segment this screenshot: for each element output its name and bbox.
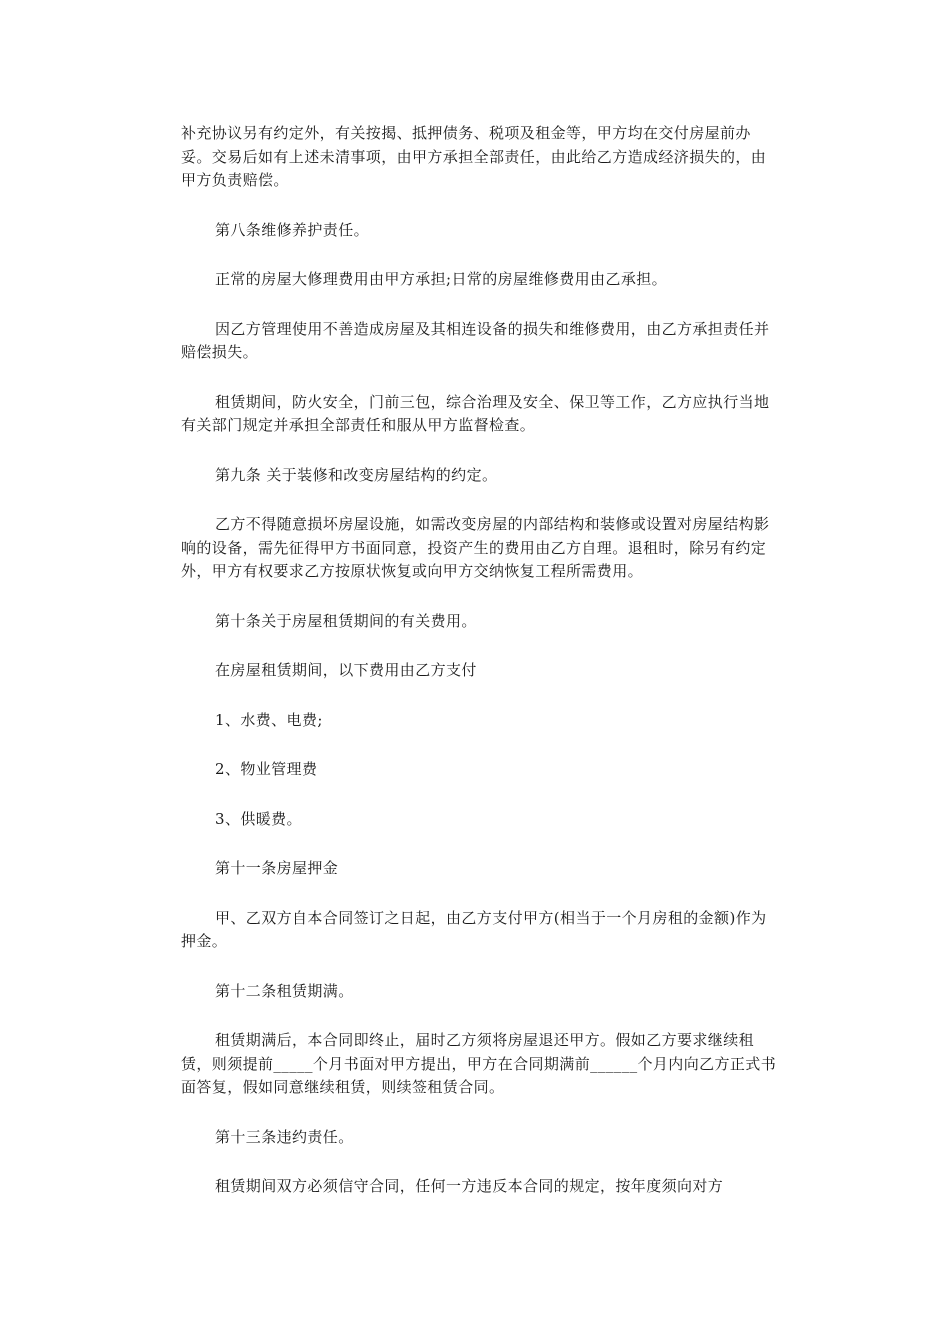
list-item-fee-3: 3、供暖费。 xyxy=(215,809,302,828)
paragraph-fire-safety: 租赁期间，防火安全，门前三包，综合治理及安全、保卫等工作，乙方应执行当地有关部门规定并承担全部责任和服从甲方监督检查。 xyxy=(181,392,770,434)
paragraph-lease-expiry: 租赁期满后，本合同即终止，届时乙方须将房屋退还甲方。假如乙方要求继续租赁，则须提前_____个月书面对甲方提出，甲方在合同期满前______个月内向乙方正式书面答复，假如同意继续租赁，则续签租赁合同。 xyxy=(181,1031,777,1096)
paragraph-repair-costs: 正常的房屋大修理费用由甲方承担;日常的房屋维修费用由乙承担。 xyxy=(215,270,668,288)
heading-article-12: 第十二条租赁期满。 xyxy=(215,981,354,1000)
paragraph-damage-liability: 因乙方管理使用不善造成房屋及其相连设备的损失和维修费用，由乙方承担责任并赔偿损失。 xyxy=(181,319,770,361)
paragraph-deposit: 甲、乙双方自本合同签订之日起，由乙方支付甲方(相当于一个月房租的金额)作为押金。 xyxy=(181,908,767,950)
heading-article-8: 第八条维修养护责任。 xyxy=(215,220,370,239)
heading-article-11: 第十一条房屋押金 xyxy=(215,859,339,877)
paragraph-prior-terms-continuation: 补充协议另有约定外，有关按揭、抵押债务、税项及租金等，甲方均在交付房屋前办妥。交易后如有上述未清事项，由甲方承担全部责任，由此给乙方造成经济损失的，由甲方负责赔偿。 xyxy=(181,124,767,189)
paragraph-renovation: 乙方不得随意损坏房屋设施，如需改变房屋的内部结构和装修或设置对房屋结构影响的设备，需先征得甲方书面同意，投资产生的费用由乙方自理。退租时，除另有约定外，甲方有权要求乙方按原状恢复或向甲方交纳恢复工程所需费用。 xyxy=(181,515,770,580)
document-page xyxy=(181,122,781,1199)
paragraph-fees-intro: 在房屋租赁期间，以下费用由乙方支付 xyxy=(215,661,477,679)
paragraph-breach: 租赁期间双方必须信守合同，任何一方违反本合同的规定，按年度须向对方 xyxy=(215,1177,724,1195)
heading-article-13: 第十三条违约责任。 xyxy=(215,1127,354,1146)
list-item-fee-1: 1、水费、电费; xyxy=(215,710,323,729)
heading-article-10: 第十条关于房屋租赁期间的有关费用。 xyxy=(215,611,477,630)
list-item-fee-2: 2、物业管理费 xyxy=(215,760,318,778)
heading-article-9: 第九条 关于装修和改变房屋结构的约定。 xyxy=(215,465,498,484)
